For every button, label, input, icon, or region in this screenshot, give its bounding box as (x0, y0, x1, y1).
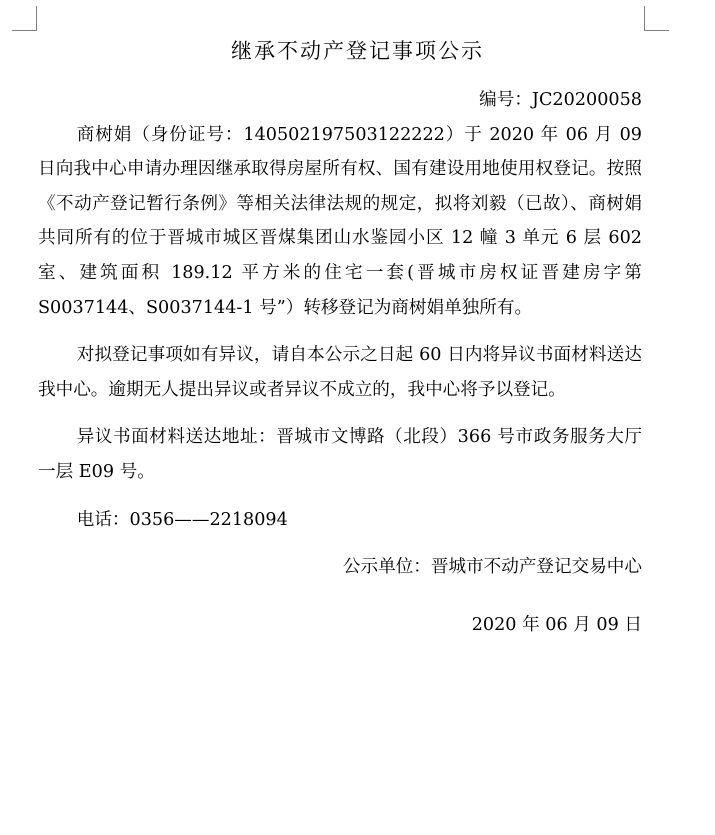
paragraph-application: 商树娟（身份证号：140502197503122222）于 2020 年 06 月 09 日向我中心申请办理因继承取得房屋所有权、国有建设用地使用权登记。按照《不动产登记暂行条例》等相关法律法规的规定，拟将刘毅（已故）、商树娟共同所有的位于晋城市城区晋煤集团山水鉴园小区 12 幢 3 单元 6 层 602 室、建筑面积 189.12 平方米的住宅一套(晋城市房权证晋建房字第 S0037144、S0037144-1 号”）转移登记为商树娟单独所有。 (38, 124, 642, 318)
crop-mark-top-right (644, 6, 669, 31)
crop-mark-top-left (12, 6, 37, 31)
phone-line: 电话：0356——2218094 (76, 509, 288, 530)
paragraph-address: 异议书面材料送达地址：晋城市文博路（北段）366 号市政务服务大厅一层 E09 号。 (38, 427, 642, 482)
document-date: 2020 年 06 月 09 日 (471, 614, 642, 635)
issuer-line: 公示单位：晋城市不动产登记交易中心 (342, 557, 642, 578)
document-title: 继承不动产登记事项公示 (231, 39, 484, 63)
document-number: 编号：JC20200058 (479, 90, 642, 110)
document-body (38, 83, 642, 642)
paragraph-objection: 对拟登记事项如有异议，请自本公示之日起 60 日内将异议书面材料送达我中心。逾期无人提出异议或者异议不成立的，我中心将予以登记。 (38, 345, 642, 400)
